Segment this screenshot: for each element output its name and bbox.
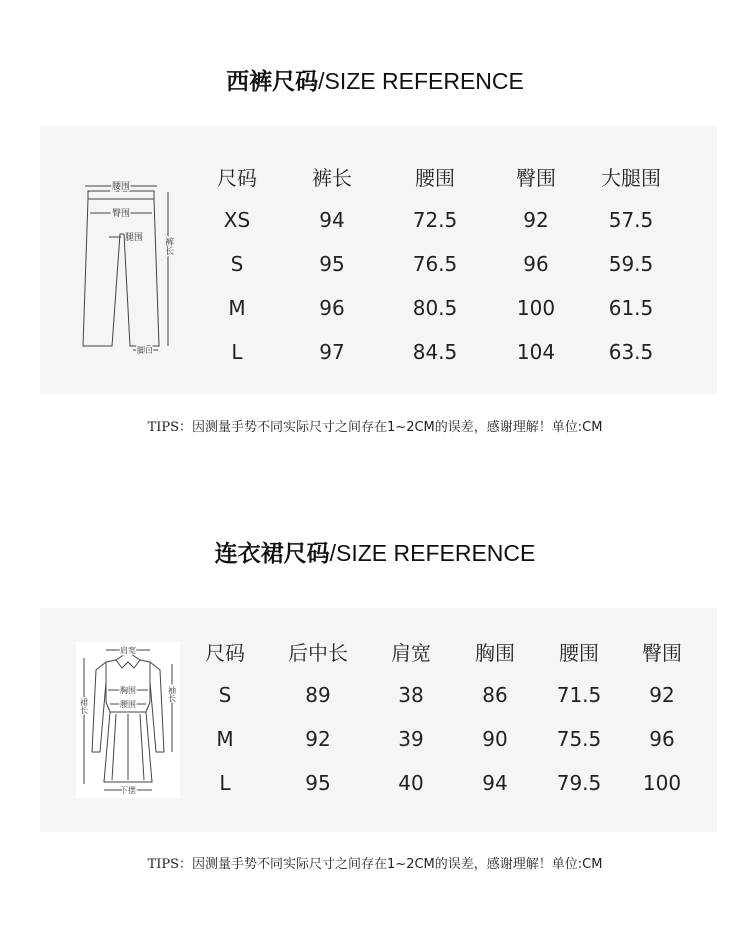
dress-header-shoulder: 肩宽 bbox=[391, 640, 431, 665]
waist-cell: 79.5 bbox=[556, 771, 602, 795]
dress-diagram-waist-label: 腰围 bbox=[120, 700, 136, 709]
dress-diagram bbox=[76, 642, 180, 798]
shoulder-cell: 40 bbox=[398, 771, 424, 795]
dress-tips-text: ：因测量手势不同实际尺寸之间存在1~2CM的误差，感谢理解！单位:CM bbox=[179, 857, 603, 872]
table-row bbox=[190, 242, 680, 286]
pants-header-waist: 腰围 bbox=[415, 165, 455, 190]
waist-cell: 75.5 bbox=[556, 727, 602, 751]
thigh-cell: 59.5 bbox=[608, 252, 654, 276]
pants-tips bbox=[0, 416, 750, 435]
dress-header-row bbox=[183, 629, 703, 673]
hip-cell: 100 bbox=[516, 296, 556, 320]
pants-header-length: 裤长 bbox=[312, 165, 352, 190]
shoulder-cell: 38 bbox=[398, 683, 424, 707]
pants-size-panel bbox=[40, 126, 717, 394]
pants-tips-label: TIPS bbox=[147, 420, 180, 435]
pants-header-row bbox=[190, 154, 680, 198]
dress-tips-label: TIPS bbox=[147, 857, 180, 872]
hip-cell: 104 bbox=[516, 340, 556, 364]
size-cell: S bbox=[218, 683, 232, 707]
pants-section-title bbox=[0, 63, 750, 96]
pants-header-size: 尺码 bbox=[217, 165, 257, 190]
dress-header-chest: 胸围 bbox=[475, 640, 515, 665]
dress-section-title bbox=[0, 535, 750, 568]
hip-cell: 96 bbox=[649, 727, 675, 751]
dress-header-back-length: 后中长 bbox=[288, 640, 348, 665]
size-cell: XS bbox=[223, 208, 251, 232]
shoulder-cell: 39 bbox=[398, 727, 424, 751]
table-row bbox=[183, 717, 703, 761]
chest-cell: 90 bbox=[482, 727, 508, 751]
thigh-cell: 57.5 bbox=[608, 208, 654, 232]
pants-diagram-hip-label: 臀围 bbox=[111, 209, 131, 219]
table-row bbox=[190, 286, 680, 330]
pants-header-thigh: 大腿围 bbox=[601, 165, 661, 190]
table-row bbox=[183, 761, 703, 805]
waist-cell: 76.5 bbox=[412, 252, 458, 276]
size-cell: M bbox=[216, 727, 234, 751]
thigh-cell: 63.5 bbox=[608, 340, 654, 364]
waist-cell: 72.5 bbox=[412, 208, 458, 232]
size-cell: L bbox=[231, 340, 243, 364]
hip-cell: 92 bbox=[523, 208, 549, 232]
pants-diagram-length-label: 裤长 bbox=[163, 237, 173, 255]
hip-cell: 92 bbox=[649, 683, 675, 707]
back-length-cell: 92 bbox=[305, 727, 331, 751]
waist-cell: 80.5 bbox=[412, 296, 458, 320]
table-row bbox=[183, 673, 703, 717]
size-cell: M bbox=[228, 296, 246, 320]
pants-diagram-thigh-label: 腿围 bbox=[124, 233, 144, 243]
pants-title-cn: 西裤尺码 bbox=[226, 69, 319, 95]
waist-cell: 84.5 bbox=[412, 340, 458, 364]
length-cell: 95 bbox=[319, 252, 345, 276]
dress-header-size: 尺码 bbox=[205, 640, 245, 665]
pants-diagram-waist-label: 腰围 bbox=[111, 182, 131, 192]
dress-header-waist: 腰围 bbox=[559, 640, 599, 665]
dress-size-table bbox=[183, 629, 703, 805]
pants-header-hip: 臀围 bbox=[516, 165, 556, 190]
pants-title-en: /SIZE REFERENCE bbox=[318, 68, 524, 94]
size-cell: L bbox=[219, 771, 231, 795]
pants-size-table bbox=[190, 154, 680, 374]
dress-diagram-length-label: 裙长 bbox=[79, 698, 89, 714]
table-row bbox=[190, 330, 680, 374]
dress-title-en: /SIZE REFERENCE bbox=[329, 540, 536, 566]
size-cell: S bbox=[230, 252, 244, 276]
waist-cell: 71.5 bbox=[556, 683, 602, 707]
dress-title-cn: 连衣裙尺码 bbox=[214, 541, 330, 567]
dress-diagram-shoulder-label: 肩宽 bbox=[120, 646, 136, 655]
length-cell: 97 bbox=[319, 340, 345, 364]
pants-tips-text: ：因测量手势不同实际尺寸之间存在1~2CM的误差，感谢理解！单位:CM bbox=[179, 420, 603, 435]
dress-tips bbox=[0, 853, 750, 872]
dress-diagram-sleeve-label: 袖长 bbox=[167, 686, 177, 702]
hip-cell: 96 bbox=[523, 252, 549, 276]
dress-diagram-hem-label: 下摆 bbox=[120, 786, 136, 795]
chest-cell: 86 bbox=[482, 683, 508, 707]
back-length-cell: 95 bbox=[305, 771, 331, 795]
length-cell: 94 bbox=[319, 208, 345, 232]
chest-cell: 94 bbox=[482, 771, 508, 795]
pants-diagram-hem-label: 脚口 bbox=[137, 346, 153, 354]
pants-diagram bbox=[76, 176, 180, 354]
back-length-cell: 89 bbox=[305, 683, 331, 707]
table-row bbox=[190, 198, 680, 242]
thigh-cell: 61.5 bbox=[608, 296, 654, 320]
length-cell: 96 bbox=[319, 296, 345, 320]
hip-cell: 100 bbox=[642, 771, 682, 795]
dress-header-hip: 臀围 bbox=[642, 640, 682, 665]
dress-diagram-chest-label: 胸围 bbox=[120, 686, 136, 695]
dress-size-panel bbox=[40, 608, 717, 832]
